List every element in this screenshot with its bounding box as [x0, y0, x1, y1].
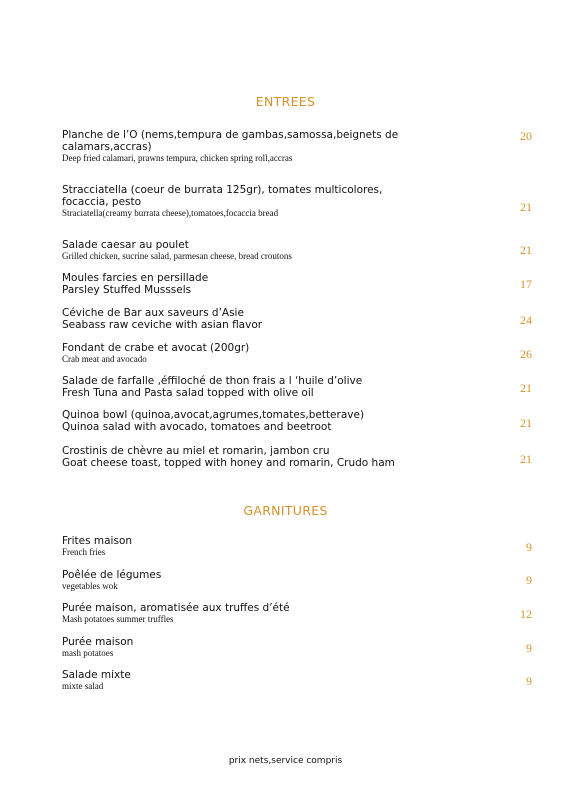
item-description-en: mash potatoes	[62, 648, 114, 658]
item-price: 21	[520, 243, 532, 257]
menu-item-planche	[62, 129, 532, 164]
item-price: 21	[520, 200, 532, 214]
menu-item-fondant-crabe	[62, 342, 532, 365]
item-price: 9	[526, 540, 532, 554]
item-price: 9	[526, 674, 532, 688]
item-description-en: Quinoa salad with avocado, tomatoes and beetroot	[62, 421, 332, 433]
menu-item-salade-caesar	[62, 239, 532, 262]
menu-item-ceviche	[62, 307, 532, 331]
item-name-fr: Fondant de crabe et avocat (200gr)	[62, 342, 250, 354]
item-price: 24	[520, 313, 532, 327]
item-price: 26	[520, 347, 532, 361]
item-name-fr: Salade caesar au poulet	[62, 239, 189, 251]
item-description-en: Seabass raw ceviche with asian flavor	[62, 319, 263, 331]
item-price: 21	[520, 452, 532, 466]
item-description-en: mixte salad	[62, 681, 104, 691]
section-title-garnitures: GARNITURES	[243, 503, 328, 518]
menu-item-poelee-legumes	[62, 569, 532, 592]
item-name-fr: Frites maison	[62, 535, 133, 547]
menu-item-stracciatella	[62, 184, 532, 219]
item-description-en: Fresh Tuna and Pasta salad topped with olive oil	[62, 387, 314, 399]
menu-item-puree-truffes	[62, 602, 532, 625]
menu-item-crostinis	[62, 445, 532, 469]
item-description-en: French fries	[62, 547, 106, 557]
item-name-fr: Salade mixte	[62, 669, 131, 681]
item-price: 17	[520, 277, 532, 291]
item-name-fr: Purée maison, aromatisée aux truffes d’été	[62, 602, 290, 614]
item-price: 12	[520, 607, 532, 621]
item-price: 9	[526, 641, 532, 655]
item-name-fr: Quinoa bowl (quinoa,avocat,agrumes,tomates,betterave)	[62, 409, 365, 421]
item-price: 21	[520, 416, 532, 430]
item-name-fr: Céviche de Bar aux saveurs d’Asie	[62, 307, 244, 319]
menu-item-salade-mixte	[62, 669, 532, 692]
item-description-en: Mash potatoes summer truffles	[62, 614, 174, 624]
item-name-fr: Crostinis de chèvre au miel et romarin, jambon cru	[62, 445, 330, 457]
item-price: 9	[526, 573, 532, 587]
item-description-en: Grilled chicken, sucrine salad, parmesan cheese, bread croutons	[62, 251, 292, 261]
item-description-en: Deep fried calamari, prawns tempura, chicken spring roll,accras	[62, 153, 293, 163]
menu-item-puree-maison	[62, 636, 532, 659]
menu-item-quinoa-bowl	[62, 409, 532, 433]
item-price: 21	[520, 381, 532, 395]
item-name-fr: Poêlée de légumes	[62, 569, 162, 581]
item-description-en: vegetables wok	[62, 581, 118, 591]
menu-item-moules	[62, 272, 532, 296]
item-name-fr: Purée maison	[62, 636, 134, 648]
item-name-fr: Salade de farfalle ,éffiloché de thon frais a l ‘huile d’olive	[62, 375, 363, 387]
item-name-fr: Moules farcies en persillade	[62, 272, 209, 284]
item-name-fr: Planche de l’O (nems,tempura de gambas,samossa,beignets de calamars,accras)	[62, 129, 399, 153]
menu-item-frites	[62, 535, 532, 558]
section-title-entrees: ENTREES	[255, 94, 316, 109]
footer-note: prix nets,service compris	[228, 756, 343, 766]
item-description-en: Parsley Stuffed Musssels	[62, 284, 192, 296]
item-description-en: Goat cheese toast, topped with honey and romarin, Crudo ham	[62, 457, 395, 469]
item-description-en: Straciatella(creamy burrata cheese),tomatoes,focaccia bread	[62, 208, 279, 218]
menu-item-salade-farfalle	[62, 375, 532, 399]
item-description-en: Crab meat and avocado	[62, 354, 147, 364]
item-name-fr: Stracciatella (coeur de burrata 125gr), tomates multicolores, focaccia, pesto	[62, 184, 383, 208]
item-price: 20	[520, 129, 532, 143]
